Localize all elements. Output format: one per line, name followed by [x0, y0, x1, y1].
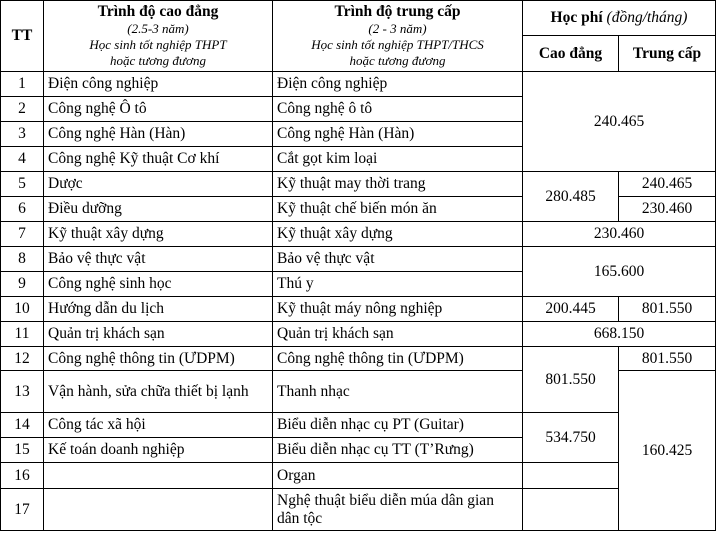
intermediate-program: Organ [273, 463, 523, 489]
college-program [44, 489, 273, 531]
row-number: 13 [1, 371, 44, 413]
header-intermediate-duration: (2 - 3 năm) [368, 21, 427, 36]
row-number: 9 [1, 272, 44, 297]
fee-cell-intermediate: 160.425 [619, 371, 716, 531]
row-number: 1 [1, 72, 44, 97]
header-college [44, 1, 273, 72]
college-program: Hướng dẫn du lịch [44, 297, 273, 322]
row-number: 11 [1, 322, 44, 347]
college-program [44, 463, 273, 489]
college-program: Công nghệ Hàn (Hàn) [44, 122, 273, 147]
fee-cell-college: 280.485 [523, 172, 619, 222]
intermediate-program: Quản trị khách sạn [273, 322, 523, 347]
fee-cell: 240.465 [523, 72, 716, 172]
intermediate-program: Công nghệ thông tin (ƯDPM) [273, 347, 523, 371]
row-number: 10 [1, 297, 44, 322]
college-program: Kế toán doanh nghiệp [44, 438, 273, 463]
table-row [1, 222, 716, 247]
row-number: 14 [1, 413, 44, 438]
intermediate-program: Kỹ thuật may thời trang [273, 172, 523, 197]
intermediate-program: Biểu diễn nhạc cụ TT (T’Rưng) [273, 438, 523, 463]
header-college-req2: hoặc tương đương [110, 53, 206, 68]
header-college-req1: Học sinh tốt nghiệp THPT [89, 37, 227, 52]
college-program: Kỹ thuật xây dựng [44, 222, 273, 247]
intermediate-program: Thanh nhạc [273, 371, 523, 413]
header-intermediate [273, 1, 523, 72]
fee-cell: 230.460 [523, 222, 716, 247]
header-intermediate-req2: hoặc tương đương [349, 53, 446, 68]
intermediate-program: Thú y [273, 272, 523, 297]
intermediate-program: Kỹ thuật chế biến món ăn [273, 197, 523, 222]
row-number: 7 [1, 222, 44, 247]
header-fee-intermediate: Trung cấp [619, 36, 716, 72]
intermediate-program: Cắt gọt kim loại [273, 147, 523, 172]
header-tt: TT [1, 1, 44, 72]
table-row [1, 72, 716, 97]
table-row [1, 347, 716, 371]
header-intermediate-req1: Học sinh tốt nghiệp THPT/THCS [311, 37, 484, 52]
college-program: Điều dưỡng [44, 197, 273, 222]
fee-cell: 668.150 [523, 322, 716, 347]
intermediate-program: Điện công nghiệp [273, 72, 523, 97]
header-fee [523, 1, 716, 36]
row-number: 5 [1, 172, 44, 197]
college-program: Công nghệ Kỹ thuật Cơ khí [44, 147, 273, 172]
fee-cell-intermediate: 230.460 [619, 197, 716, 222]
header-college-title: Trình độ cao đẳng [97, 3, 219, 20]
fee-cell-intermediate: 801.550 [619, 347, 716, 371]
college-program: Dược [44, 172, 273, 197]
college-program: Công nghệ thông tin (ƯDPM) [44, 347, 273, 371]
row-number: 15 [1, 438, 44, 463]
college-program: Điện công nghiệp [44, 72, 273, 97]
fee-cell-college: 801.550 [523, 347, 619, 413]
fee-cell-college-empty [523, 463, 619, 489]
intermediate-program: Kỹ thuật máy nông nghiệp [273, 297, 523, 322]
row-number: 6 [1, 197, 44, 222]
header-fee-unit: (đồng/tháng) [606, 9, 688, 26]
intermediate-program: Công nghệ ô tô [273, 97, 523, 122]
header-fee-title: Học phí [550, 9, 603, 26]
row-number: 17 [1, 489, 44, 531]
college-program: Công nghệ sinh học [44, 272, 273, 297]
table-row [1, 489, 716, 531]
fee-cell-intermediate: 801.550 [619, 297, 716, 322]
table-row [1, 172, 716, 197]
college-program: Công tác xã hội [44, 413, 273, 438]
college-program: Bảo vệ thực vật [44, 247, 273, 272]
fee-cell-college: 534.750 [523, 413, 619, 463]
row-number: 12 [1, 347, 44, 371]
fee-cell: 165.600 [523, 247, 716, 297]
table-row [1, 322, 716, 347]
fee-cell-college: 200.445 [523, 297, 619, 322]
row-number: 16 [1, 463, 44, 489]
table-row [1, 463, 716, 489]
fee-cell-college-empty [523, 489, 619, 531]
row-number: 4 [1, 147, 44, 172]
intermediate-program: Biểu diễn nhạc cụ PT (Guitar) [273, 413, 523, 438]
intermediate-program: Kỹ thuật xây dựng [273, 222, 523, 247]
row-number: 8 [1, 247, 44, 272]
intermediate-program: Công nghệ Hàn (Hàn) [273, 122, 523, 147]
college-program: Vận hành, sửa chữa thiết bị lạnh [44, 371, 273, 413]
intermediate-program: Bảo vệ thực vật [273, 247, 523, 272]
header-college-duration: (2.5-3 năm) [127, 21, 189, 36]
college-program: Công nghệ Ô tô [44, 97, 273, 122]
intermediate-program: Nghệ thuật biểu diễn múa dân gian dân tộc [273, 489, 523, 531]
row-number: 2 [1, 97, 44, 122]
college-program: Quản trị khách sạn [44, 322, 273, 347]
table-row [1, 297, 716, 322]
table-row [1, 247, 716, 272]
header-intermediate-title: Trình độ trung cấp [334, 3, 461, 20]
row-number: 3 [1, 122, 44, 147]
fee-cell-intermediate: 240.465 [619, 172, 716, 197]
table-row [1, 413, 716, 438]
header-fee-college: Cao đẳng [523, 36, 619, 72]
